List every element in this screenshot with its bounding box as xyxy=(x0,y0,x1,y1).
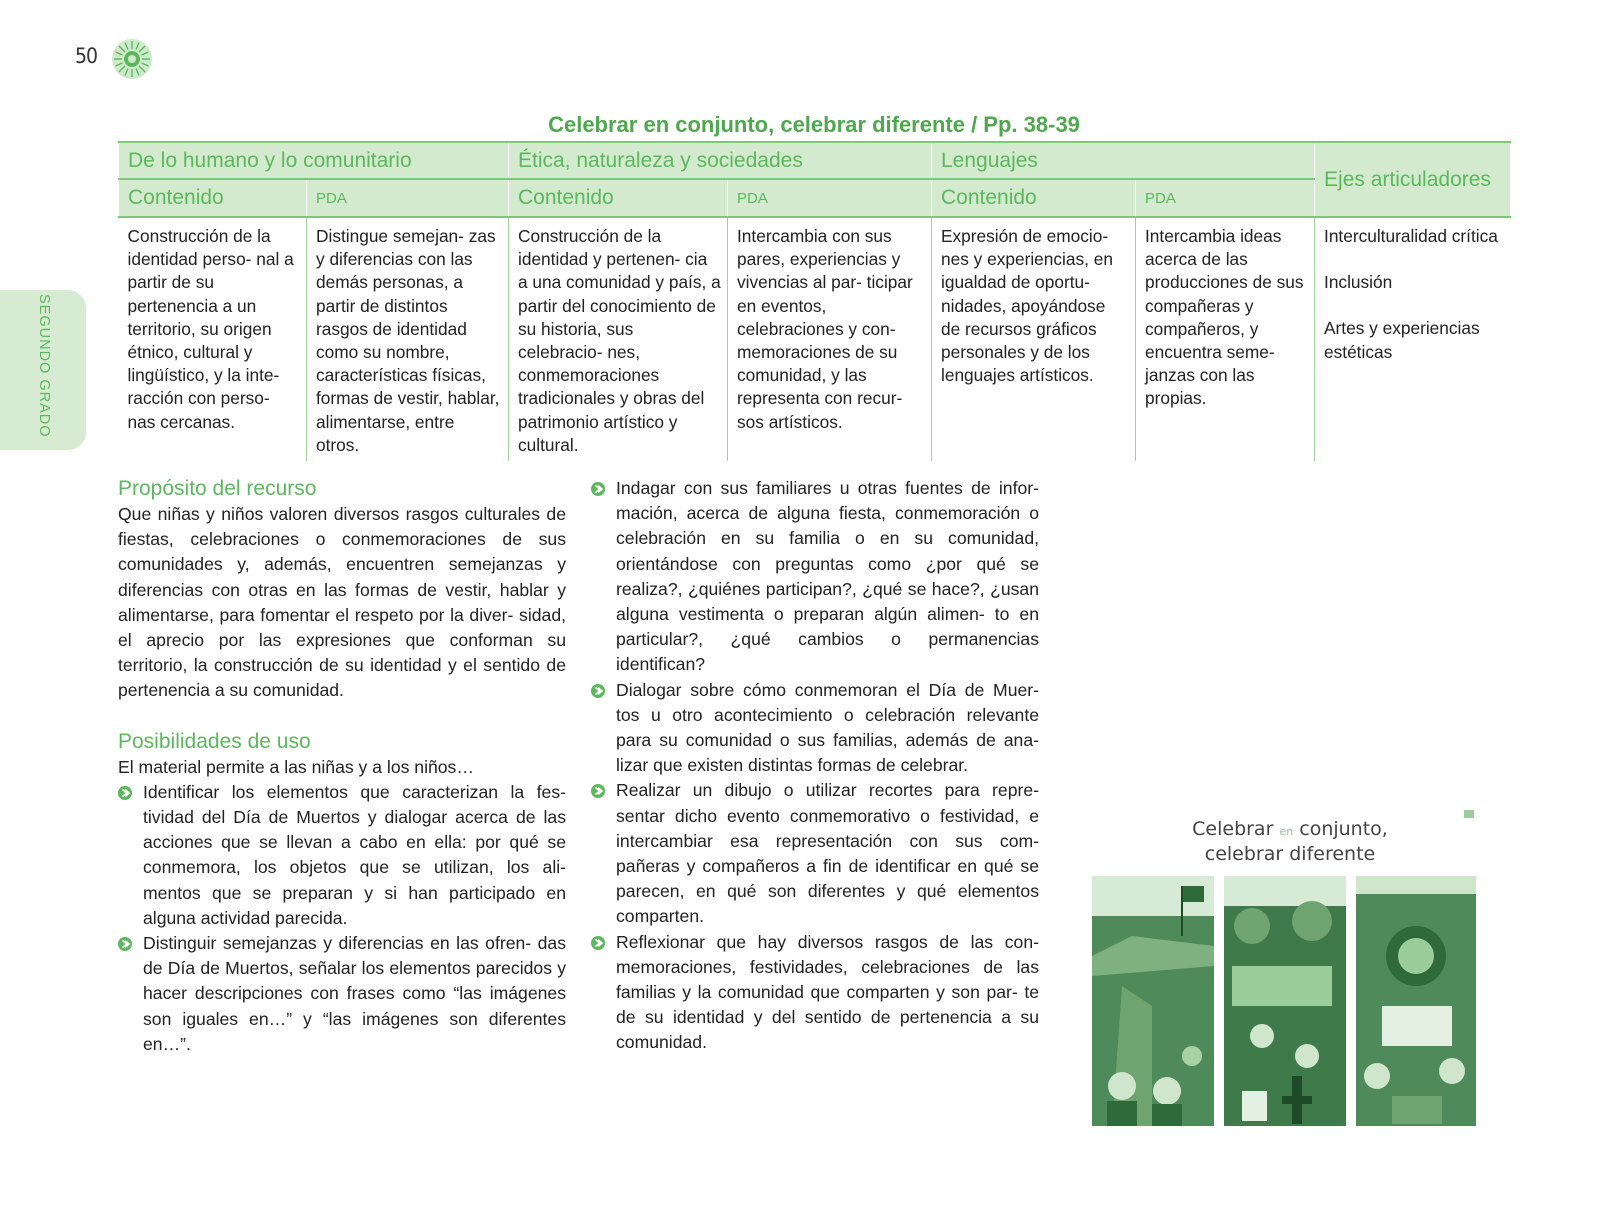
list-item-text: Identificar los elementos que caracterizan la fes- tividad del Día de Muertos y dialogar acerca de las acciones que se llevan a cabo en ella: por qué se conmemora, los objetos que se utilizan, los ali- mentos que se preparan y si han participado en alguna actividad parecida. xyxy=(143,781,566,928)
list-item-text: Distinguir semejanzas y diferencias en las ofren- das de Día de Muertos, señalar los elementos parecidos y hacer descripciones con frases como “las imágenes son iguales en…” y “las imágenes son diferentes en…”. xyxy=(143,933,566,1054)
corner-mark-icon xyxy=(1464,810,1474,818)
table-row xyxy=(119,217,1511,461)
usage-list-continued xyxy=(591,476,1039,1056)
list-item xyxy=(591,778,1039,929)
list-item-text: Indagar con sus familiares u otras fuentes de infor- mación, acerca de alguna fiesta, conmemoración o celebración en su familia o en su comunidad, orientándose con preguntas como ¿por qué se realiza?, ¿quiénes participan?, ¿qué se hace?, ¿usan alguna vestimenta o preparan algún alimen- to en particular?, ¿qué cambios o permanencias identifican? xyxy=(616,478,1039,675)
list-item xyxy=(591,476,1039,678)
list-item xyxy=(591,930,1039,1056)
eje-item: Inclusión xyxy=(1324,272,1393,293)
illustration-panel-right xyxy=(1356,876,1476,1126)
cover-title-word: diferente xyxy=(1289,843,1376,865)
group-header-etica: Ética, naturaleza y sociedades xyxy=(509,142,932,179)
left-column xyxy=(118,476,566,1057)
chevron-right-icon xyxy=(118,786,132,800)
cover-title-word: Celebrar xyxy=(1192,818,1274,840)
purpose-title: Propósito del recurso xyxy=(118,477,317,500)
list-item xyxy=(591,678,1039,779)
table-cell: Expresión de emocio- nes y experiencias, en igualdad de oportu- nidades, apoyándose de recursos gráficos personales y de los lenguajes artísticos. xyxy=(932,217,1136,461)
chevron-right-icon xyxy=(591,482,605,496)
subheader-pda: PDA xyxy=(728,179,932,217)
curriculum-table xyxy=(118,141,1511,461)
subheader-pda: PDA xyxy=(307,179,509,217)
group-header-humano: De lo humano y lo comunitario xyxy=(119,142,509,179)
table-cell: Distingue semejan- zas y diferencias con las demás personas, a partir de distintos rasgos de identidad como su nombre, características físicas, formas de vestir, hablar, alimentarse, entre otros. xyxy=(307,217,509,461)
group-header-lenguajes: Lenguajes xyxy=(932,142,1315,179)
page-number: 50 xyxy=(75,44,98,68)
table-cell: Construcción de la identidad perso- nal a partir de su pertenencia a un territorio, su origen étnico, cultural y lingüístico, y la inte- racción con perso- nas cercanas. xyxy=(127,226,294,432)
right-column xyxy=(591,476,1039,1056)
list-item-text: Realizar un dibujo o utilizar recortes para repre- sentar dicho evento conmemorativo o festividad, e intercambiar esa representación con sus com- pañeras y compañeros a fin de identificar en qué se parecen, en qué son diferentes y qué elementos comparten. xyxy=(616,780,1039,927)
subheader-contenido: Contenido xyxy=(119,179,307,217)
table-cell: Intercambia con sus pares, experiencias y vivencias al par- ticipar en eventos, celebraciones y con- memoraciones de su comunidad, y las representa con recur- sos artísticos. xyxy=(728,217,932,461)
table-cell: Construcción de la identidad y pertenen- cia a una comunidad y país, a partir del conocimiento de su historia, sus celebracio- nes, conmemoraciones tradicionales y obras del patrimonio artístico y cultural. xyxy=(509,217,728,461)
group-header-ejes: Ejes articuladores xyxy=(1315,142,1511,217)
page-emblem-icon xyxy=(111,38,153,80)
illustration-panel-left xyxy=(1092,876,1214,1126)
list-item xyxy=(118,780,566,931)
cover-title-word: en xyxy=(1279,825,1294,838)
subheader-contenido: Contenido xyxy=(932,179,1136,217)
cover-illustration xyxy=(1092,806,1492,1128)
grade-label: SEGUNDO GRADO xyxy=(36,294,52,438)
list-item-text: Reflexionar que hay diversos rasgos de las con- memoraciones, festividades, celebraciones de las familias y la comunidad que comparten y son par- te de su identidad y del sentido de pertenencia a su comunidad. xyxy=(616,931,1039,1053)
table-cell: Intercambia ideas acerca de las producciones de sus compañeras y compañeros, y encuentra seme- janzas con las propias. xyxy=(1136,217,1315,461)
chevron-right-icon xyxy=(591,784,605,798)
cover-title-word: conjunto, xyxy=(1299,818,1388,840)
list-item-text: Dialogar sobre cómo conmemoran el Día de Muer- tos u otro acontecimiento o celebración relevante para su comunidad o sus familias, además de ana- lizar que existen distintas formas de celebrar. xyxy=(616,679,1039,776)
chevron-right-icon xyxy=(591,684,605,698)
ejes-cell xyxy=(1315,217,1511,461)
chevron-right-icon xyxy=(591,936,605,950)
grade-side-tab xyxy=(0,290,86,450)
subheader-pda: PDA xyxy=(1136,179,1315,217)
table-title: Celebrar en conjunto, celebrar diferente / Pp. 38-39 xyxy=(548,112,1080,137)
purpose-text: Que niñas y niños valoren diversos rasgos culturales de fiestas, celebraciones o conmemoraciones de sus comunidades y, además, encuentren semejanzas y diferencias con otras en las formas de vestir, hablar y alimentarse, para fomentar el respeto por la diver- sidad, el aprecio por las expresiones que conforman su territorio, la construcción de su identidad y el sentido de pertenencia a su comunidad. xyxy=(118,504,566,701)
usage-title: Posibilidades de uso xyxy=(118,729,311,753)
eje-item: Interculturalidad crítica xyxy=(1324,226,1498,246)
illustration-panel-middle xyxy=(1224,876,1346,1126)
subheader-contenido: Contenido xyxy=(509,179,728,217)
cover-title-word: celebrar xyxy=(1204,843,1284,865)
chevron-right-icon xyxy=(118,937,132,951)
usage-list xyxy=(118,780,566,1057)
eje-item: Artes y experiencias estéticas xyxy=(1324,318,1480,362)
usage-intro: El material permite a las niñas y a los niños… xyxy=(118,756,474,777)
list-item xyxy=(118,931,566,1057)
